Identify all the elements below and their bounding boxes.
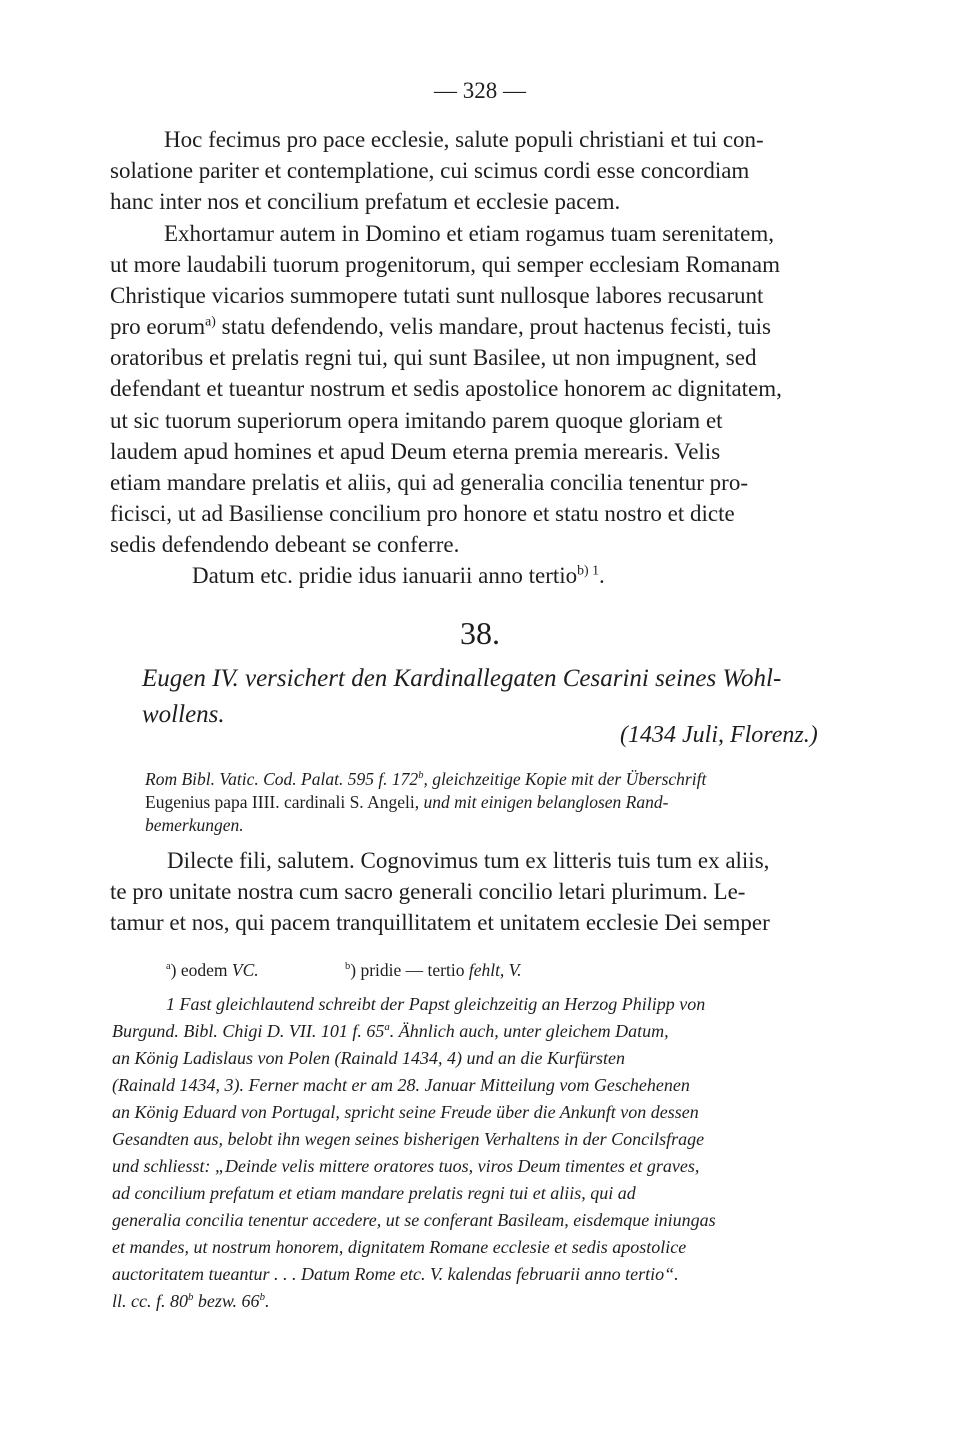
text-line: solatione pariter et contemplatione, cui scimus cordi esse concordiam (110, 158, 750, 183)
text-line: hanc inter nos et concilium prefatum et ecclesie pacem. (110, 189, 621, 214)
text-line: ut sic tuorum superiorum opera imitando parem quoque gloriam et (110, 408, 723, 433)
dating-line: Datum etc. pridie idus ianuarii anno tertio$^{b) 1}$. (192, 562, 605, 588)
text-line: Exhortamur autem in Domino et etiam rogamus tuam serenitatem, (164, 221, 774, 246)
source-line: bemerkungen. (145, 815, 244, 835)
footnote-line: auctoritatem tueantur . . . Datum Rome etc. V. kalendas februarii anno tertio“. (112, 1264, 679, 1284)
text-line: te pro unitate nostra cum sacro generali concilio letari plurimum. Le- (110, 879, 746, 904)
text-line: Christique vicarios summopere tutati sunt nullosque labores recusarunt (110, 283, 764, 308)
footnote-line: ll. cc. f. 80$^b$ bezw. 66$^b$. (112, 1291, 270, 1311)
text-line: defendant et tueantur nostrum et sedis apostolice honorem ac dignitatem, (110, 376, 782, 401)
footnote-line: generalia concilia tenentur accedere, ut se conferant Basileam, eisdemque iniungas (112, 1210, 716, 1230)
source-line: Rom Bibl. Vatic. Cod. Palat. 595 f. 172$^b$, gleichzeitige Kopie mit der Überschrift (145, 769, 707, 789)
text-line: ut more laudabili tuorum progenitorum, qui semper ecclesiam Romanam (110, 252, 781, 277)
text-line: ficisci, ut ad Basiliense concilium pro honore et statu nostro et dicte (110, 501, 735, 526)
footnote-line: ad concilium prefatum et etiam mandare prelatis regni tui et aliis, qui ad (112, 1183, 636, 1203)
footnote-line: an König Ladislaus von Polen (Rainald 1434, 4) und an die Kurfürsten (112, 1048, 625, 1068)
note-a: $^a$) eodem VC. (166, 960, 259, 980)
heading-date: (1434 Juli, Florenz.) (620, 722, 818, 748)
footnote-line: Gesandten aus, belobt ihn wegen seines bisherigen Verhaltens in der Concilsfrage (112, 1129, 705, 1149)
text-line: oratoribus et prelatis regni tui, qui sunt Basilee, ut non impugnent, sed (110, 345, 757, 370)
text-line: Dilecte fili, salutem. Cognovimus tum ex litteris tuis tum ex aliis, (167, 848, 770, 873)
text-line: etiam mandare prelatis et aliis, qui ad generalia concilia tenentur pro- (110, 470, 748, 495)
text-line: sedis defendendo debeant se conferre. (110, 532, 460, 557)
note-marker-b: b) 1 (577, 562, 599, 578)
footnote-line: und schliesst: „Deinde velis mittere oratores tuos, viros Deum timentes et graves, (112, 1156, 700, 1176)
text-line: pro eorum$^{a)}$ statu defendendo, velis mandare, prout hactenus fecisti, tuis (110, 313, 771, 339)
text-line: Hoc fecimus pro pace ecclesie, salute populi christiani et tui con- (164, 127, 764, 152)
note-b: $^b$) pridie — tertio fehlt, V. (345, 960, 522, 980)
footnote-line: Burgund. Bibl. Chigi D. VII. 101 f. 65$^a$. Ähnlich auch, unter gleichem Datum, (112, 1021, 669, 1041)
heading-line: Eugen IV. versichert den Kardinallegaten Cesarini seines Wohl- (142, 665, 782, 692)
heading-line: wollens. (142, 701, 225, 728)
document-number: 38. (460, 615, 500, 651)
page-number: — 328 — (434, 78, 526, 103)
footnote-line: 1 Fast gleichlautend schreibt der Papst gleichzeitig an Herzog Philipp von (166, 994, 706, 1014)
text-line: tamur et nos, qui pacem tranquillitatem et unitatem ecclesie Dei semper (110, 910, 770, 935)
footnote-line: et mandes, ut nostrum honorem, dignitatem Romane ecclesie et sedis apostolice (112, 1237, 687, 1257)
text-line: laudem apud homines et apud Deum eterna premia merearis. Velis (110, 439, 721, 464)
footnote-line: an König Eduard von Portugal, spricht seine Freude über die Ankunft von dessen (112, 1102, 699, 1122)
footnote-line: (Rainald 1434, 3). Ferner macht er am 28. Januar Mitteilung vom Geschehenen (112, 1075, 690, 1095)
note-marker-a: a) (205, 313, 216, 329)
source-line: Eugenius papa IIII. cardinali S. Angeli, und mit einigen belanglosen Rand- (145, 792, 669, 812)
